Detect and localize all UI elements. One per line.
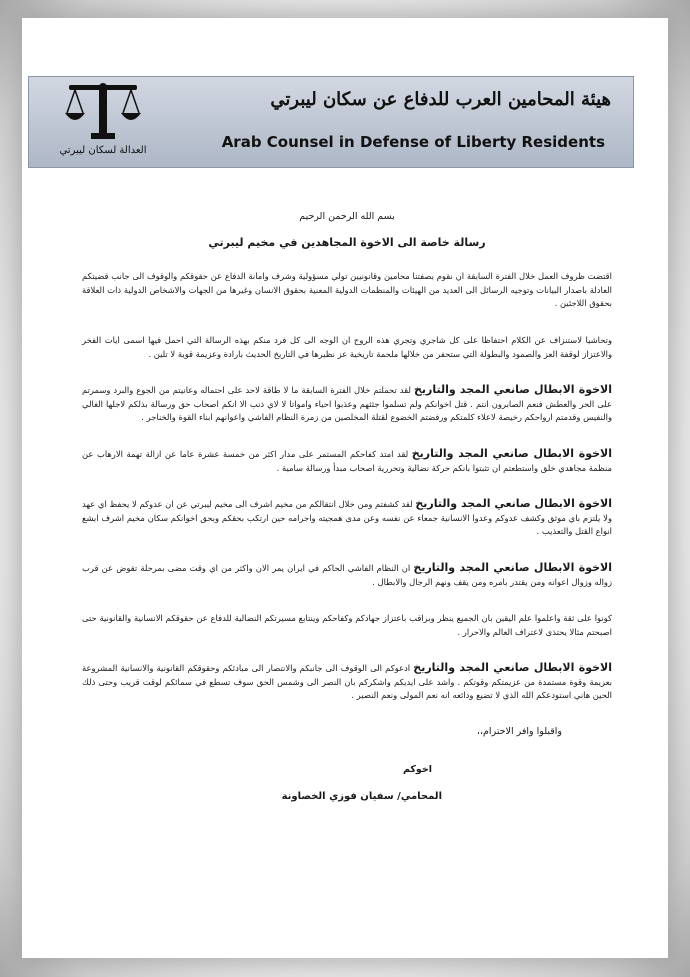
paragraph bbox=[82, 333, 612, 361]
logo-caption: العدالة لسكان ليبرتي bbox=[59, 145, 147, 156]
paragraph bbox=[82, 561, 612, 589]
letter-body bbox=[82, 210, 612, 804]
paragraph bbox=[82, 447, 612, 475]
organization-title-arabic: هيئة المحامين العرب للدفاع عن سكان ليبرتي bbox=[270, 89, 611, 110]
paragraph-text: اقتضت ظروف العمل خلال الفترة السابقة ان نقوم بصفتنا محامين وقانونيين تولي مسؤولية وشرف وامانة الدفاع عن حقوقكم والوقوف الى جانب قضيتكم العادلة باصدار البيانات وتوجيه الرسائل الى العديد من الهيئات والمنظمات الدولية المعنية بحقوق الانسان وغيرها من الجهات والاشخاص الدولية ذات العلاقة بحقوق اللاجئين . bbox=[82, 271, 612, 309]
signature-name: المحامي/ سفيان فوزي الخصاونة bbox=[281, 791, 442, 803]
paragraph-text: وتحاشيا لاستنزاف عن الكلام احتفاظا على كل شاجري وتجري هذه الروح ان الوجه الى كل فرد منكم بهذه الرسالة التي احمل فيها اسمى ايات الفخر والاعتزاز لوقفة العز والصمود والبطولة التي ستحفر من خلالها ملحمة تاريخية عز نظيرها في التاريخ الحديث بارادة وعزيمة قوية لا تلين . bbox=[82, 334, 612, 359]
paragraph-lead: الاخوة الابطال صانعي المجد والتاريخ bbox=[413, 383, 612, 397]
closing-line: واقبلوا وافر الاحترام،، bbox=[476, 726, 562, 738]
signature-title: اخوكم bbox=[402, 763, 432, 775]
paragraph-lead: الاخوة الابطال صانعي المجد والتاريخ bbox=[413, 661, 612, 675]
paragraph bbox=[82, 269, 612, 311]
paragraph-text: ادعوكم الى الوقوف الى جانبكم والانتصار الى مبادئكم وحقوقكم القانونية والانسانية المشروعة بعزيمة وقوة مستمدة من عزيمتكم وقوتكم . واشد على ايديكم واشكركم بان النصر الى وشمس الحق سوف تسطع في سمائكم لوقت قريب وحتى ذلك الحين هاني استودعكم الله الذي لا تضيع ودائعه انه نعم المولى ونعم النصير . bbox=[82, 663, 612, 701]
paragraph-lead: الاخوة الابطال صانعي المجد والتاريخ bbox=[415, 497, 612, 511]
basmala: بسم الله الرحمن الرحيم bbox=[299, 211, 395, 222]
paragraph-text: لقد امتد كفاحكم المستمر على مدار اكثر من خمسة عشرة عاما عن ازالة تهمة الارهاب عن منظمة مجاهدي خلق واستطعتم ان تثبتوا بانكم حركة نضالية وتحررية اصحاب مبدأ ورسالة سامية . bbox=[82, 448, 612, 473]
paragraph bbox=[82, 497, 612, 539]
logo bbox=[57, 81, 149, 163]
letterhead bbox=[28, 76, 634, 168]
paragraph-text: لقد تحملتم خلال الفترة السابقة ما لا طاقة لاحد على احتماله وعانيتم من الجوع والبرد وسمرتم على الحر والعطش فنعم الصابرون انتم . قتل اخوانكم ولم تسلموا جثثهم وعذبوا احياء وامواتا لا لاي ذنب الا انكم اصحاب حق ورسالة بذلكم لاجلها الغالي والنفيس وقدمتم ارواحكم رخيصة لاعلاء كلمتكم ورفضتم الخضوع لقتلة المخلصين من زمرة النظام الفاشي واعوانهم ابناء القوة والخناجر . bbox=[82, 385, 612, 423]
paragraph-text: لقد كشفتم ومن خلال انتقالكم من مخيم اشرف الى مخيم ليبرتي عن ان عدوكم لا يحفظ اي عهد ولا يلتزم باي موثق وكشف عدوكم وعدوا الانسانية جمعاء عن نفسه وعن مدى همجيته واجرامه حين ارتكب بحقكم وبحق اخوانكم سكان مخيم اشرف ابشع انواع القتل والتعذيب . bbox=[82, 499, 612, 537]
paragraph-lead: الاخوة الابطال صانعي المجد والتاريخ bbox=[413, 560, 612, 574]
letter-subject: رسالة خاصة الى الاخوة المجاهدين في مخيم ليبرتي bbox=[208, 235, 486, 249]
paragraph-lead: الاخوة الابطال صانعي المجد والتاريخ bbox=[411, 446, 612, 460]
paragraph bbox=[82, 383, 612, 425]
paragraph bbox=[82, 611, 612, 639]
paragraph bbox=[82, 661, 612, 703]
paragraph-text: كونوا على ثقة واعلموا علم اليقين بان الجميع ينظر وبراقب باعتزاز جهادكم وكفاحكم وينتابع مسيرتكم النضالية للدفاع عن حقوقكم الانسانية والقانونية حتى اصبحتم مثالا يحتذى لاعتراف العالم والاحرار . bbox=[82, 613, 612, 637]
scales-of-justice-icon bbox=[63, 81, 143, 145]
paragraph-text: ان النظام الفاشي الحاكم في ايران يمر الان واكثر من اي وقت مضى بمرحلة تقوض عن قرب زواله وزوال اعوانه ومن يقتدر بامره ومن يقف ونهم الرجال والابطال . bbox=[82, 562, 612, 587]
organization-title-english: Arab Counsel in Defense of Liberty Residents bbox=[221, 133, 605, 151]
letter-page bbox=[22, 18, 668, 958]
